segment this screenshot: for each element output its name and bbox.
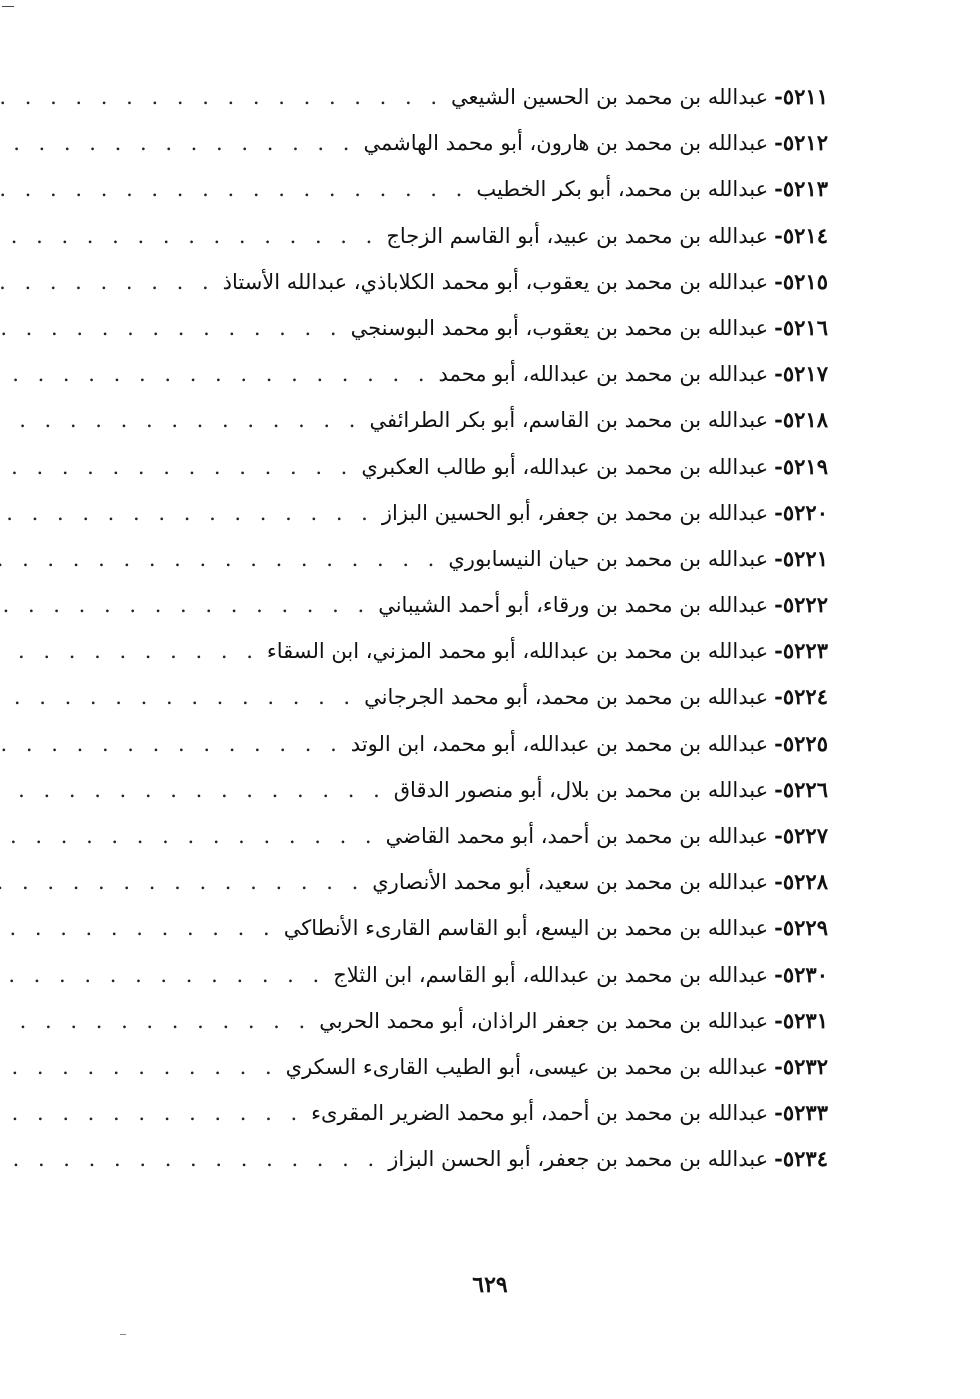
entry-title: عبدالله بن محمد بن أحمد، أبو محمد الضرير المقرىء <box>311 1101 769 1126</box>
entry-number: ٥٢١٥- <box>774 268 828 294</box>
toc-entry <box>128 1090 828 1136</box>
dot-leader <box>0 905 276 951</box>
entry-number: ٥٢٢٤- <box>774 684 828 710</box>
entry-number: ٥٢٢٢- <box>774 592 828 618</box>
dot-leader <box>0 1136 380 1182</box>
entry-title: عبدالله بن محمد بن جعفر، أبو الحسين البزاز <box>381 500 769 525</box>
toc-entry <box>128 259 828 305</box>
dot-leader <box>0 813 378 859</box>
entry-number: ٥٢٢٣- <box>774 638 828 664</box>
toc-entry <box>128 628 828 674</box>
entry-title: عبدالله بن محمد بن محمد، أبو محمد الجرجاني <box>364 685 769 710</box>
page-number: ٦٢٩ <box>472 1272 508 1298</box>
entry-title: عبدالله بن محمد بن عبدالله، أبو طالب العكبري <box>361 454 769 479</box>
entry-number: ٥٢٣٠- <box>774 961 828 987</box>
dot-leader <box>0 536 440 582</box>
entry-number: ٥٢٢٧- <box>774 823 828 848</box>
entry-number: ٥٢٣٣- <box>774 1100 828 1126</box>
toc-entry <box>128 813 828 859</box>
entry-number: ٥٢٢٠- <box>774 499 828 525</box>
dot-leader <box>0 1090 303 1136</box>
toc-entry <box>128 674 828 720</box>
dot-leader <box>0 952 325 998</box>
dot-leader <box>0 628 259 674</box>
dot-leader <box>0 397 361 443</box>
entry-number: ٥٢٢٨- <box>774 869 828 895</box>
entry-title: عبدالله بن محمد بن عبدالله، أبو القاسم، ابن الثلاج <box>333 962 769 987</box>
entry-number: ٥٢٣٢- <box>774 1053 828 1079</box>
entry-number: ٥٢٣٤- <box>774 1146 828 1172</box>
entry-title: عبدالله بن محمد بن الحسين الشيعي <box>451 85 769 109</box>
toc-entry <box>128 582 828 628</box>
toc-entry <box>128 166 828 212</box>
entry-number: ٥٢٢٩- <box>774 915 828 941</box>
entry-title: عبدالله بن محمد بن حيان النيسابوري <box>448 546 769 571</box>
toc-entry <box>128 444 828 490</box>
toc-entry <box>128 1044 828 1090</box>
dot-leader <box>0 998 311 1044</box>
entry-number: ٥٢١٤- <box>774 222 828 248</box>
toc-entry <box>128 1136 828 1182</box>
entry-number: ٥٢٢١- <box>774 545 828 571</box>
toc-entry <box>128 767 828 813</box>
dot-leader <box>0 305 343 351</box>
entry-title: عبدالله بن محمد بن جعفر الراذان، أبو محمد الحربي <box>319 1008 769 1033</box>
entry-title: عبدالله بن محمد بن اليسع، أبو القاسم القارىء الأنطاكي <box>283 916 769 941</box>
entry-title: عبدالله بن محمد بن عيسى، أبو الطيب القارىء السكري <box>285 1054 769 1079</box>
entry-number: ٥٢٢٥- <box>774 730 828 756</box>
toc-entry <box>128 490 828 536</box>
dot-leader <box>0 490 374 536</box>
toc-entry <box>128 859 828 905</box>
entry-number: ٥٢١٧- <box>774 361 828 387</box>
dot-leader <box>0 721 343 767</box>
table-of-contents <box>128 74 828 1183</box>
toc-entry <box>128 120 828 166</box>
dot-leader <box>0 1044 278 1090</box>
toc-entry <box>128 397 828 443</box>
entry-title: عبدالله بن محمد بن عبدالله، أبو محمد، ابن الوتد <box>350 731 769 756</box>
entry-title: عبدالله بن محمد بن أحمد، أبو محمد القاضي <box>385 824 769 848</box>
entry-number: ٥٢١٦- <box>774 314 828 340</box>
entry-title: عبدالله بن محمد، أبو بكر الخطيب <box>476 177 769 202</box>
toc-entry <box>128 721 828 767</box>
entry-number: ٥٢١٨- <box>774 407 828 433</box>
corner-mark <box>2 6 14 7</box>
entry-number: ٥٢١٣- <box>774 176 828 202</box>
toc-entry <box>128 213 828 259</box>
entry-title: عبدالله بن محمد بن سعيد، أبو محمد الأنصاري <box>372 870 769 895</box>
entry-title: عبدالله بن محمد بن بلال، أبو منصور الدقاق <box>393 777 769 802</box>
dot-leader <box>0 166 468 212</box>
entry-number: ٥٢١٢- <box>774 130 828 156</box>
dot-leader <box>0 259 215 305</box>
toc-entry <box>128 351 828 397</box>
dot-leader <box>0 674 356 720</box>
entry-number: ٥٢١١- <box>774 84 828 109</box>
entry-title: عبدالله بن محمد بن عبدالله، أبو محمد <box>438 362 769 387</box>
toc-entry <box>128 952 828 998</box>
toc-entry <box>128 998 828 1044</box>
entry-number: ٥٢١٩- <box>774 453 828 479</box>
dot-leader <box>0 444 353 490</box>
entry-title: عبدالله بن محمد بن عبدالله، أبو محمد المزني، ابن السقاء <box>266 639 769 664</box>
dot-leader <box>0 582 370 628</box>
toc-entry <box>128 905 828 951</box>
entry-title: عبدالله بن محمد بن عبيد، أبو القاسم الزجاج <box>386 223 769 248</box>
dot-leader <box>0 859 364 905</box>
dot-leader <box>0 120 355 166</box>
entry-title: عبدالله بن محمد بن القاسم، أبو بكر الطرائفي <box>369 408 769 433</box>
entry-title: عبدالله بن محمد بن هارون، أبو محمد الهاشمي <box>363 131 769 156</box>
entry-number: ٥٢٢٦- <box>774 776 828 802</box>
entry-title: عبدالله بن محمد بن جعفر، أبو الحسن البزاز <box>388 1147 769 1172</box>
entry-title: عبدالله بن محمد بن يعقوب، أبو محمد الكلاباذي، عبدالله الأستاذ <box>222 269 769 294</box>
toc-entry <box>128 74 828 120</box>
entry-title: عبدالله بن محمد بن ورقاء، أبو أحمد الشيباني <box>378 593 769 618</box>
dot-leader <box>0 213 378 259</box>
bottom-mark <box>120 1334 126 1335</box>
entry-title: عبدالله بن محمد بن يعقوب، أبو محمد البوسنجي <box>350 315 769 340</box>
dot-leader <box>0 351 431 397</box>
toc-entry <box>128 536 828 582</box>
dot-leader <box>0 767 386 813</box>
dot-leader <box>0 74 443 120</box>
entry-number: ٥٢٣١- <box>774 1007 828 1033</box>
toc-entry <box>128 305 828 351</box>
